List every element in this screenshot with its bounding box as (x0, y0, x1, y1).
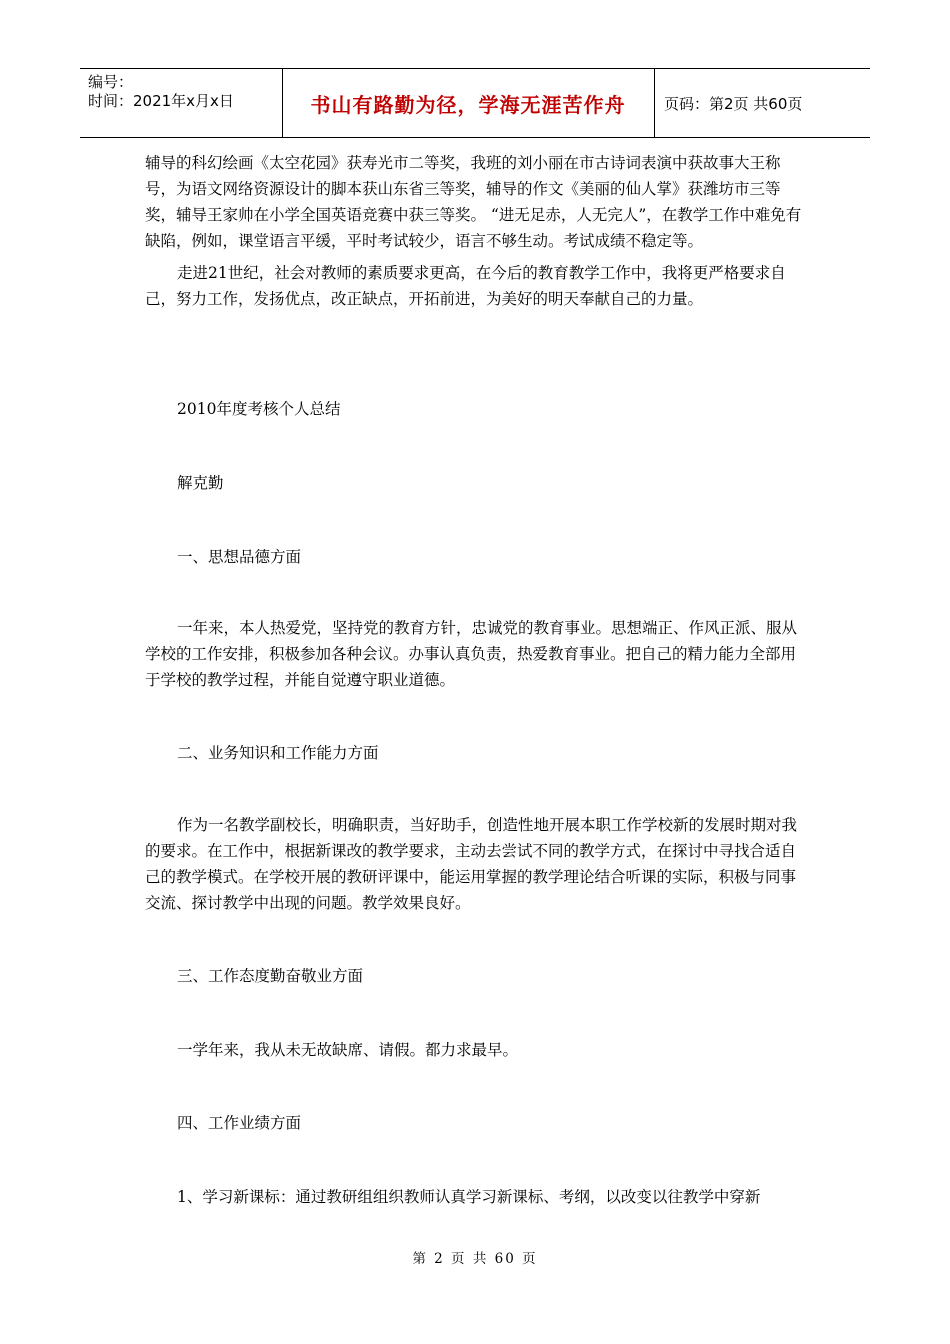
section-text-ability-block (145, 812, 807, 916)
section-heading-ability: 二、业务知识和工作能力方面 (177, 744, 379, 762)
section-text-morality-block (145, 615, 807, 693)
section-text-morality: 一年来，本人热爱党，坚持党的教育方针，忠诚党的教育事业。思想端正、作风正派、服从学校的工作安排，积极参加各种会议。办事认真负责，热爱教育事业。把自己的精力能力全部用于学校的教学过程，并能自觉遵守职业道德。 (145, 619, 798, 689)
document-body (145, 150, 807, 312)
document-date-label: 时间：2021年x月x日 (88, 92, 234, 110)
section-text-ability: 作为一名教学副校长，明确职责，当好助手，创造性地开展本职工作学校新的发展时期对我的要求。在工作中，根据新课改的教学要求，主动去尝试不同的教学方式，在探讨中寻找合适自己的教学模式。在学校开展的教研评课中，能运用掌握的教学理论结合听课的实际，积极与同事交流、探讨教学中出现的问题。教学效果良好。 (145, 816, 798, 912)
section-item-new-curriculum: 1、学习新课标：通过教研组组织教师认真学习新课标、考纲，以改变以往教学中穿新 (177, 1188, 761, 1206)
page-footer: 第 2 页 共 60 页 (412, 1251, 538, 1267)
section-heading-achievement: 四、工作业绩方面 (177, 1114, 302, 1132)
header-meta (88, 73, 280, 111)
header-motto: 书山有路勤为径，学海无涯苦作舟 (310, 92, 626, 117)
document-author: 解克勤 (177, 474, 224, 492)
header-divider (654, 69, 655, 137)
section-heading-morality: 一、思想品德方面 (177, 548, 302, 566)
section-heading-attitude: 三、工作态度勤奋敬业方面 (177, 967, 364, 985)
section-text-attitude: 一学年来，我从未无故缺席、请假。都力求最早。 (177, 1041, 519, 1059)
page-header (80, 68, 870, 138)
paragraph-closing: 走进21世纪，社会对教师的素质要求更高，在今后的教育教学工作中，我将更严格要求自己，努力工作，发扬优点，改正缺点，开拓前进，为美好的明天奉献自己的力量。 (145, 264, 786, 308)
paragraph-continuation: 辅导的科幻绘画《太空花园》获寿光市二等奖，我班的刘小丽在市古诗词表演中获故事大王称号，为语文网络资源设计的脚本获山东省三等奖，辅导的作文《美丽的仙人掌》获潍坊市三等奖，辅导王家帅在小学全国英语竞赛中获三等奖。 “进无足赤，人无完人”，在教学工作中难免有缺陷，例如，课堂语言平缓，平时考试较少，语言不够生动。考试成绩不稳定等。 (145, 154, 802, 250)
document-title: 2010年度考核个人总结 (177, 400, 341, 418)
header-page-info: 页码：第2页 共60页 (664, 94, 803, 113)
document-number-label: 编号： (88, 73, 134, 91)
